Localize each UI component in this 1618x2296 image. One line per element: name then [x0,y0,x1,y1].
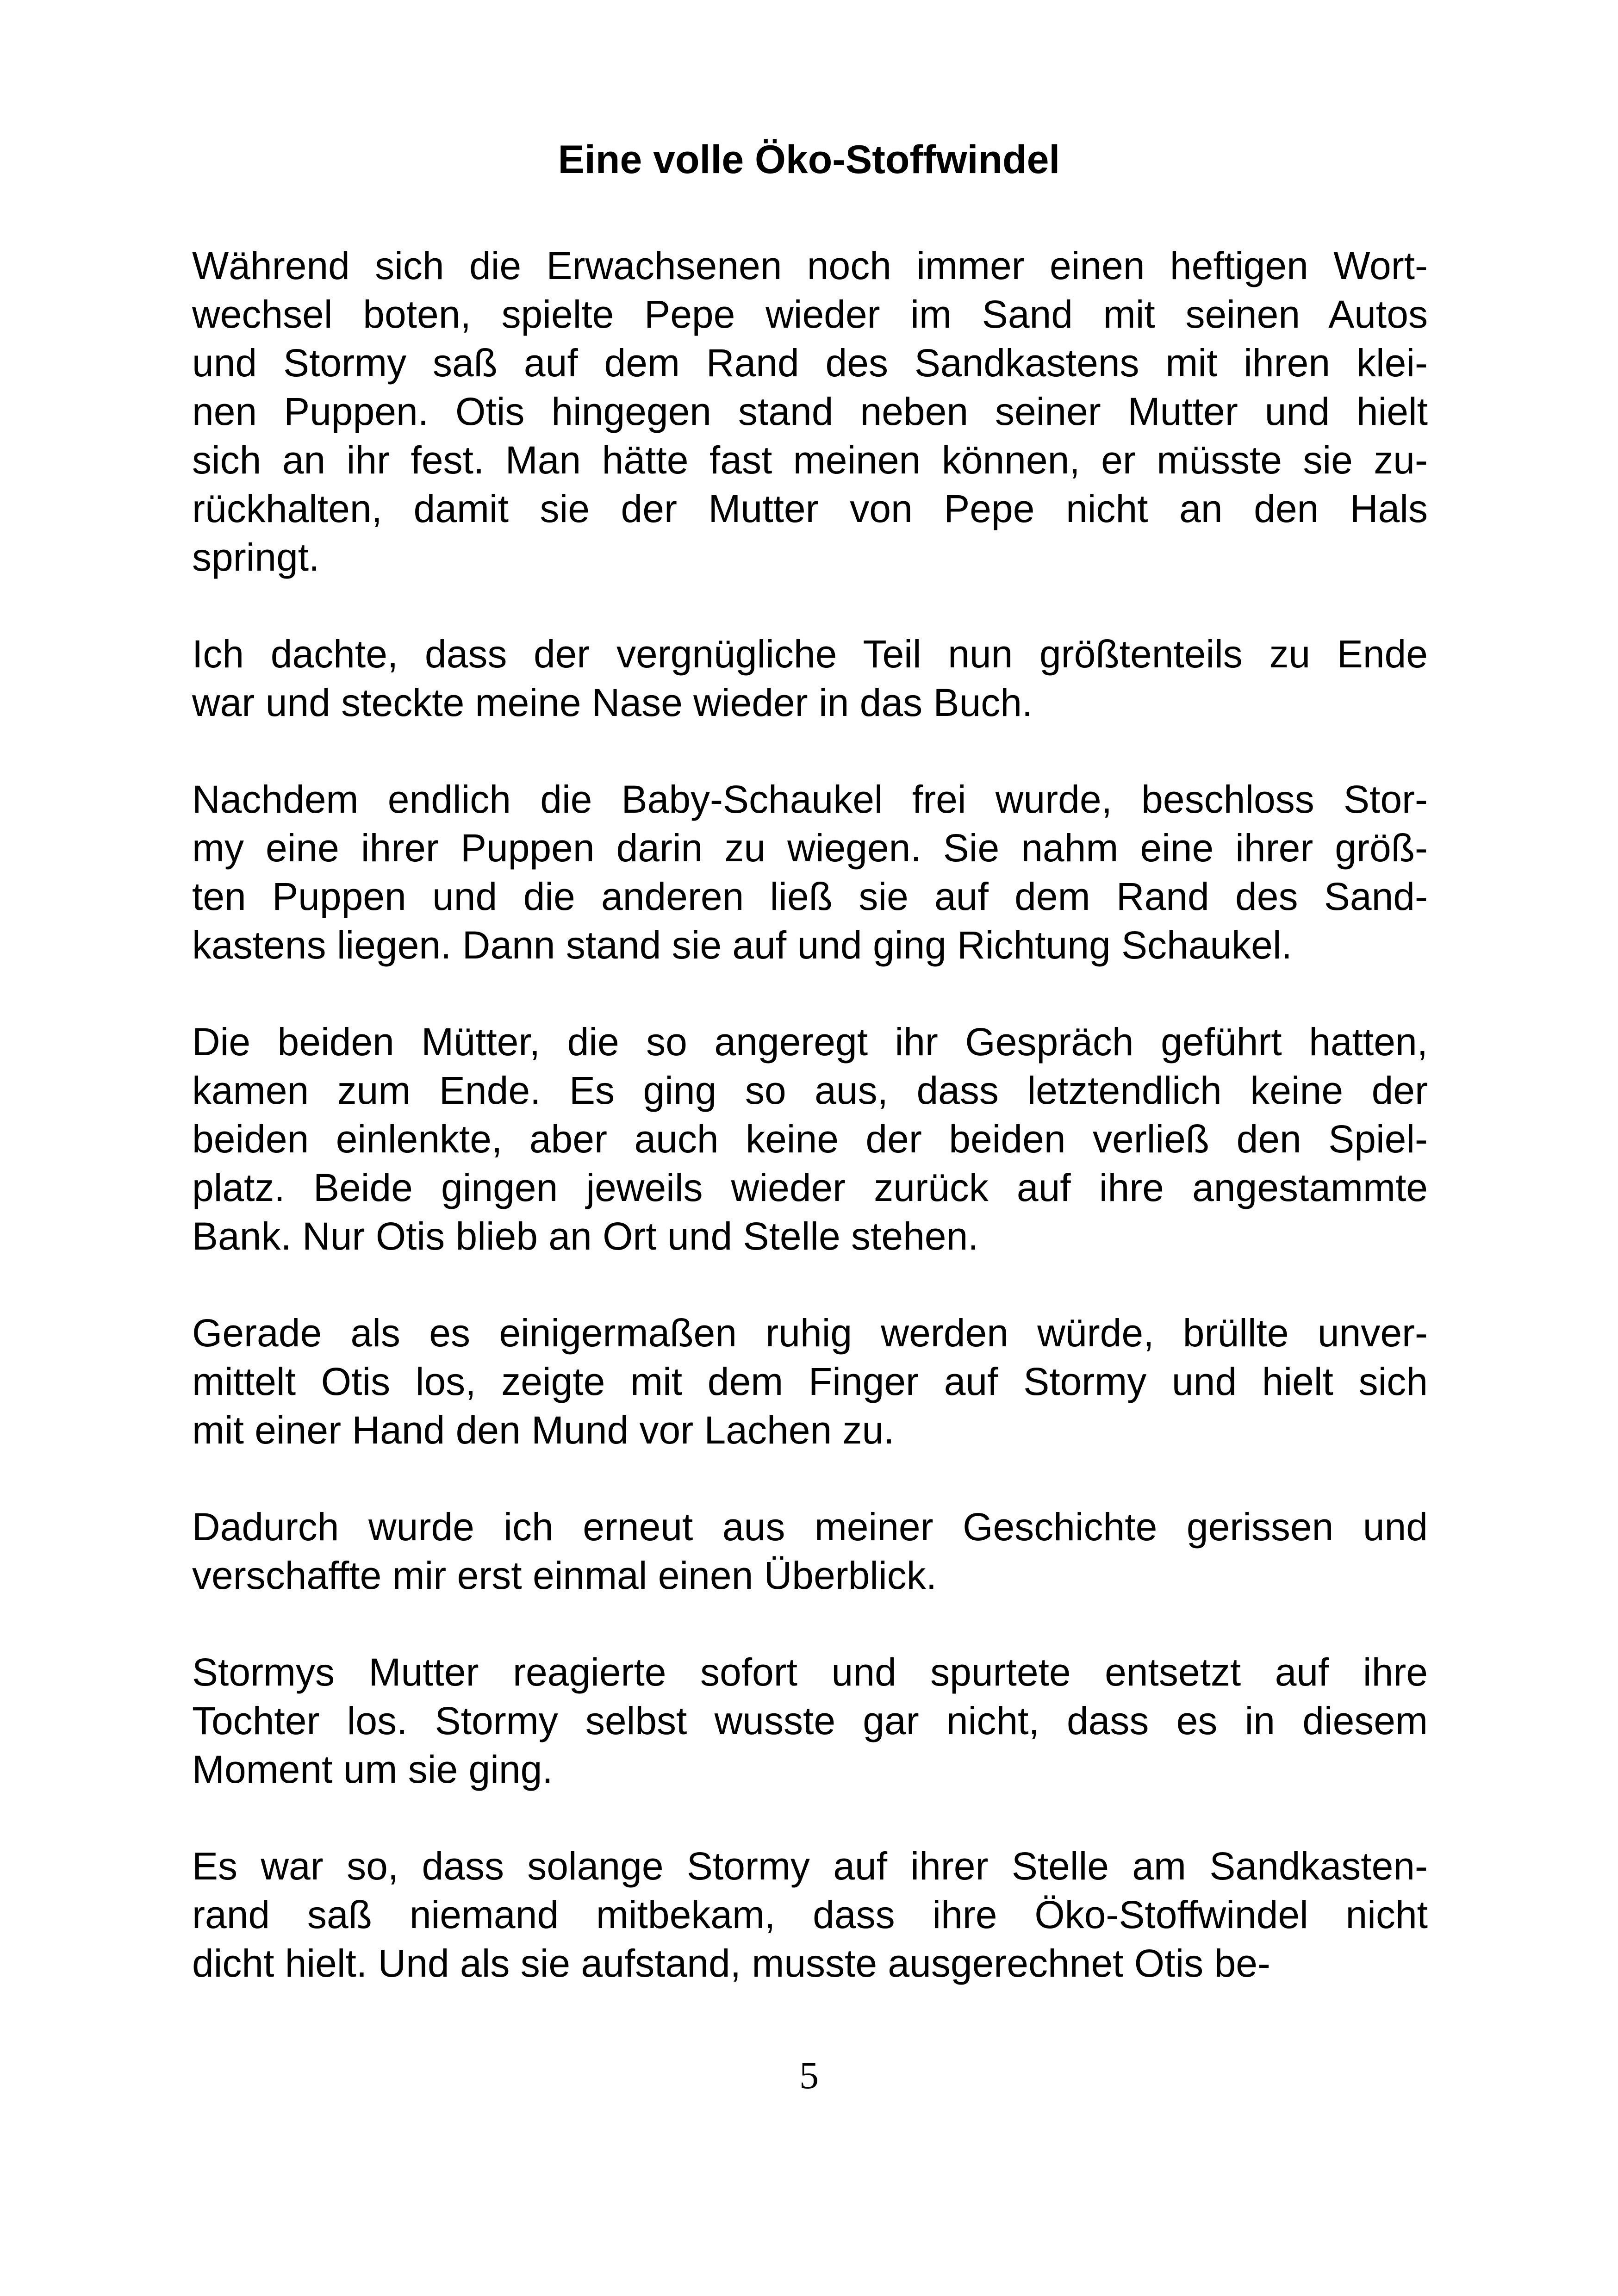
chapter-title: Eine volle Öko-Stoffwindel [558,137,1060,182]
text-line: my eine ihrer Puppen darin zu wiegen. Sie nahm eine ihrer größ- [192,826,1428,870]
text-line: verschaffte mir erst einmal einen Überblick. [192,1554,937,1597]
text-line: mittelt Otis los, zeigte mit dem Finger auf Stormy und hielt sich [192,1360,1428,1403]
paragraph-7 [192,1648,1428,1794]
text-line: platz. Beide gingen jeweils wieder zurück auf ihre angestammte [192,1166,1428,1209]
text-line: sich an ihr fest. Man hätte fast meinen können, er müsste sie zu- [192,438,1428,482]
text-line: Nachdem endlich die Baby-Schaukel frei wurde, beschloss Stor- [192,778,1428,821]
text-line: nen Puppen. Otis hingegen stand neben seiner Mutter und hielt [192,390,1428,433]
text-line: Die beiden Mütter, die so angeregt ihr Gespräch geführt hatten, [192,1020,1428,1064]
text-line: und Stormy saß auf dem Rand des Sandkastens mit ihren klei- [192,341,1428,385]
text-line: Dadurch wurde ich erneut aus meiner Geschichte gerissen und [192,1505,1428,1549]
text-line: rückhalten, damit sie der Mutter von Pepe nicht an den Hals [192,487,1428,530]
paragraph-4 [192,1018,1428,1261]
page-number: 5 [799,2054,819,2097]
paragraph-2 [192,630,1428,727]
text-line: mit einer Hand den Mund vor Lachen zu. [192,1408,895,1452]
text-line: kastens liegen. Dann stand sie auf und ging Richtung Schaukel. [192,923,1292,967]
body-text [192,242,1428,2036]
text-line: war und steckte meine Nase wieder in das Buch. [192,681,1033,724]
paragraph-3 [192,775,1428,970]
text-line: rand saß niemand mitbekam, dass ihre Öko-Stoffwindel nicht [192,1893,1428,1936]
text-line: dicht hielt. Und als sie aufstand, musste ausgerechnet Otis be- [192,1941,1270,1985]
text-line: Moment um sie ging. [192,1748,553,1791]
paragraph-1 [192,242,1428,582]
paragraph-6 [192,1503,1428,1600]
text-line: Tochter los. Stormy selbst wusste gar nicht, dass es in diesem [192,1699,1428,1742]
text-line: kamen zum Ende. Es ging so aus, dass letztendlich keine der [192,1069,1428,1112]
text-line: wechsel boten, spielte Pepe wieder im Sand mit seinen Autos [192,292,1428,336]
paragraph-8 [192,1842,1428,1988]
text-line: Bank. Nur Otis blieb an Ort und Stelle stehen. [192,1214,979,1258]
paragraph-5 [192,1309,1428,1455]
text-line: Es war so, dass solange Stormy auf ihrer Stelle am Sandkasten- [192,1844,1428,1888]
text-line: springt. [192,535,320,579]
text-line: ten Puppen und die anderen ließ sie auf dem Rand des Sand- [192,875,1428,918]
text-line: Stormys Mutter reagierte sofort und spurtete entsetzt auf ihre [192,1650,1428,1694]
text-line: Gerade als es einigermaßen ruhig werden würde, brüllte unver- [192,1311,1428,1355]
text-line: beiden einlenkte, aber auch keine der beiden verließ den Spiel- [192,1117,1428,1161]
text-line: Ich dachte, dass der vergnügliche Teil nun größtenteils zu Ende [192,632,1428,676]
text-line: Während sich die Erwachsenen noch immer einen heftigen Wort- [192,244,1428,287]
